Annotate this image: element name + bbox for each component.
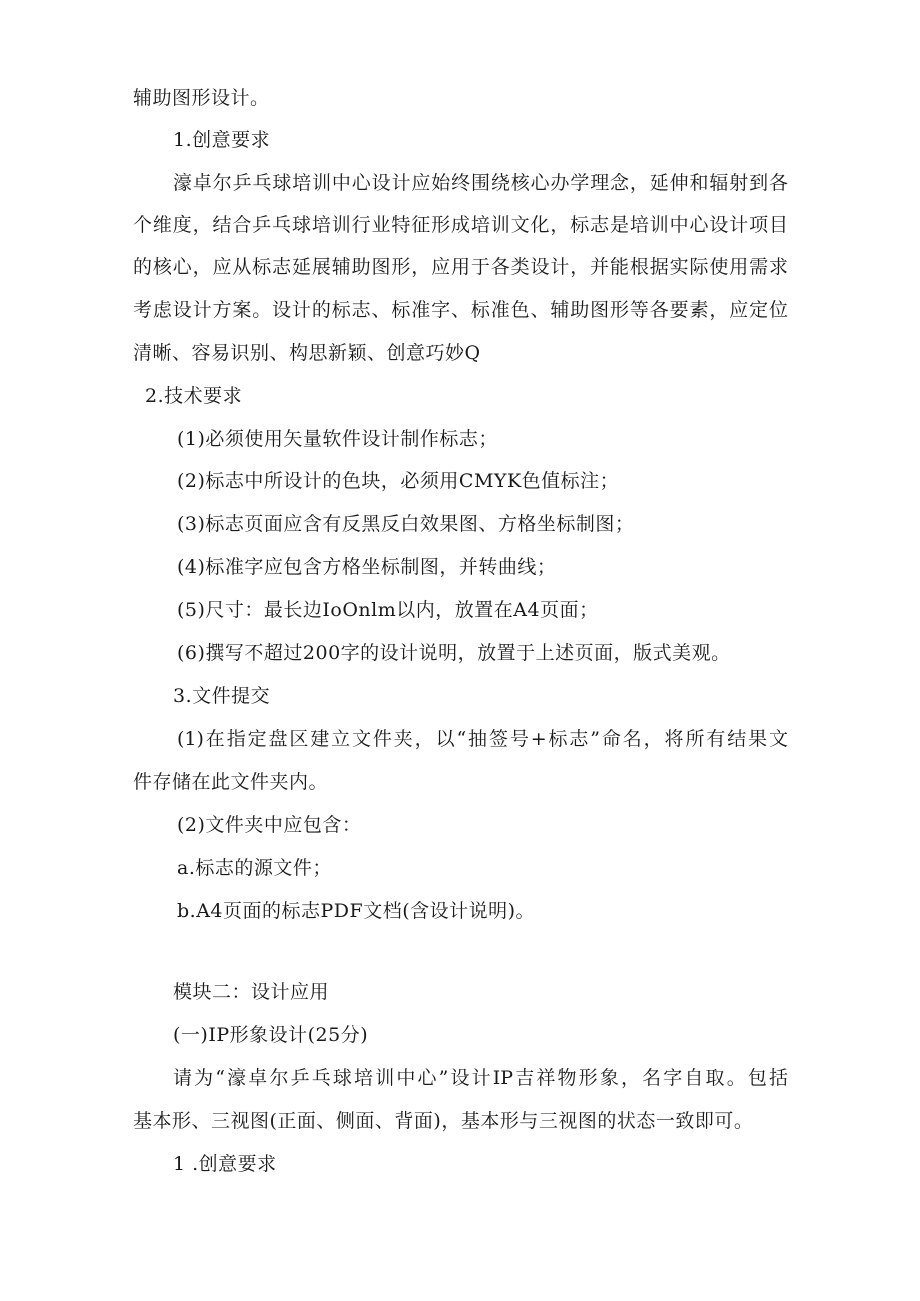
heading-creative-requirements: 1 .创意要求 (173, 1153, 277, 1175)
body-line: 个维度，结合乒乓球培训行业特征形成培训文化，标志是培训中心设计项目 (133, 214, 788, 236)
heading-file-submission: 3.文件提交 (173, 685, 271, 707)
list-item: (2)标志中所设计的色块，必须用CMYK色值标注； (177, 470, 620, 492)
body-line: 的核心，应从标志延展辅助图形，应用于各类设计，并能根据实际使用需求 (133, 256, 788, 278)
body-line: 基本形、三视图(正面、侧面、背面)，基本形与三视图的状态一致即可。 (133, 1110, 754, 1132)
body-line: 濠卓尔乒乓球培训中心设计应始终围绕核心办学理念，延伸和辐射到各 (173, 172, 788, 194)
list-item: (2)文件夹中应包含： (177, 814, 362, 836)
body-line: 清晰、容易识别、构思新颖、创意巧妙Q (133, 342, 481, 364)
module-heading: 模块二：设计应用 (173, 981, 330, 1003)
para-continuation: 辅助图形设计。 (133, 87, 270, 109)
section-heading-ip-design: (一)IP形象设计(25分) (173, 1024, 369, 1046)
list-item: (1)必须使用矢量软件设计制作标志； (177, 428, 498, 450)
list-item: (1)在指定盘区建立文件夹，以“抽签号+标志”命名，将所有结果文 (177, 728, 788, 750)
list-item: (5)尺寸：最长边IoOnlm以内，放置在A4页面； (177, 599, 599, 621)
heading-technical-requirements: 2.技术要求 (145, 385, 243, 407)
body-line: 请为“濠卓尔乒乓球培训中心”设计IP吉祥物形象，名字自取。包括 (173, 1067, 788, 1089)
heading-creative-requirements: 1.创意要求 (173, 129, 271, 151)
sub-list-item: b.A4页面的标志PDF文档(含设计说明)。 (177, 900, 536, 922)
list-item: (4)标准字应包含方格坐标制图，并转曲线； (177, 556, 557, 578)
list-item-continuation: 件存储在此文件夹内。 (133, 771, 329, 793)
body-line: 考虑设计方案。设计的标志、标准字、标准色、辅助图形等各要素，应定位 (133, 299, 788, 321)
list-item: (3)标志页面应含有反黑反白效果图、方格坐标制图； (177, 513, 635, 535)
list-item: (6)撰写不超过200字的设计说明，放置于上述页面，版式美观。 (177, 642, 731, 664)
sub-list-item: a.标志的源文件； (177, 857, 332, 879)
